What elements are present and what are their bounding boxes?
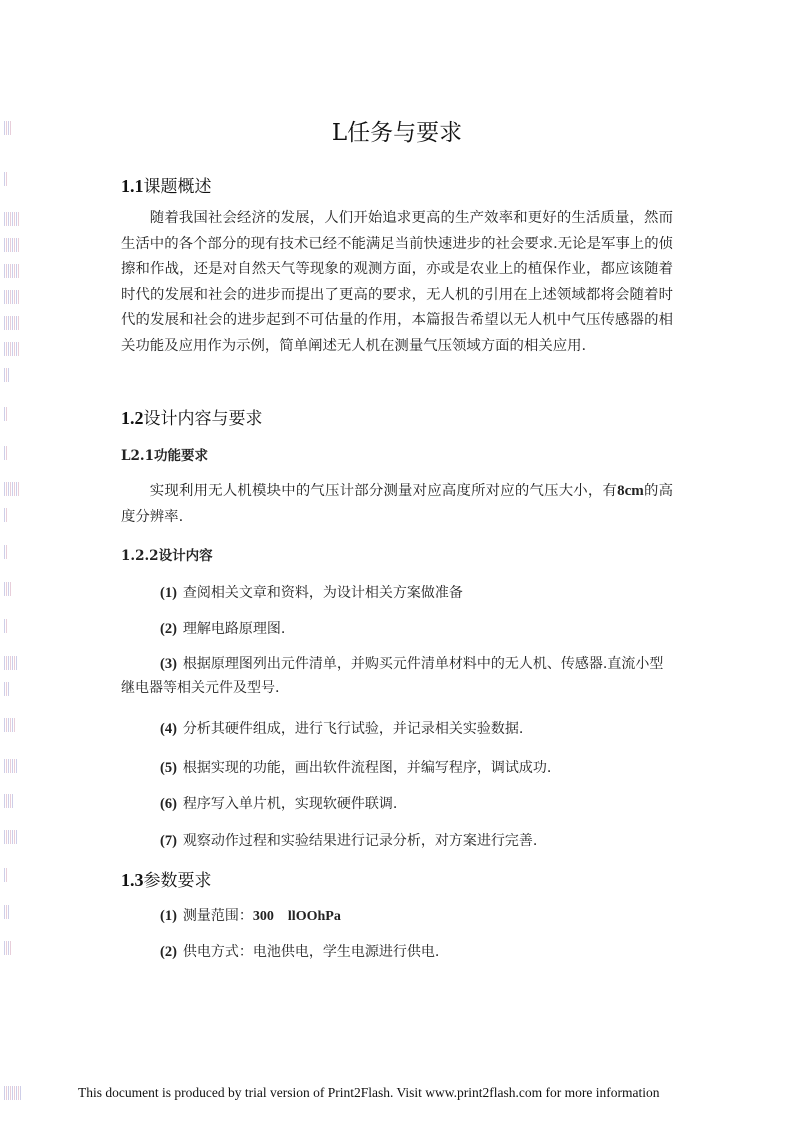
- section-heading-1-3: [121, 866, 212, 891]
- margin-mark: [4, 830, 18, 844]
- margin-mark: [4, 482, 20, 496]
- param-label: 供电方式：: [182, 944, 253, 960]
- item-number: (7): [160, 833, 177, 849]
- overview-paragraph: 随着我国社会经济的发展，人们开始追求更高的生产效率和更好的生活质量，然而生活中的各个部分的现有技术已经不能满足当前快速进步的社会要求.无论是军事上的侦擦和作战，还是对自然天气等现象的观测方面，亦或是农业上的植保作业，都应该随着时代的发展和社会的进步而提出了更高的要求，无人机的引用在上述领域都将会随着时代的发展和社会的进步起到不可估量的作用，本篇报告希望以无人机中气压传感器的相关功能及应用作为示例，简单阐述无人机在测量气压领域方面的相关应用.: [121, 210, 673, 354]
- item-number: (6): [160, 796, 177, 812]
- param-label: 测量范围：: [182, 908, 253, 924]
- margin-mark: [4, 212, 20, 226]
- margin-artifacts: [4, 0, 22, 1123]
- section-heading-1-2: [121, 404, 263, 429]
- section-number: 1.1: [121, 176, 144, 196]
- item-text: 根据原理图列出元件清单，并购买元件清单材料中的无人机、传感器.直流小型继电器等相关元件及型号.: [121, 656, 664, 696]
- item-text: 观察动作过程和实验结果进行记录分析，对方案进行完善.: [182, 833, 538, 849]
- margin-mark: [4, 868, 7, 882]
- item-text: 分析其硬件组成，进行飞行试验，并记录相关实验数据.: [182, 721, 524, 737]
- margin-mark: [4, 368, 10, 382]
- margin-mark: [4, 264, 20, 278]
- margin-mark: [4, 656, 18, 670]
- margin-mark: [4, 718, 16, 732]
- function-tail: 的高度分辨率.: [121, 483, 673, 525]
- param-value: 电池供电，学生电源进行供电.: [252, 944, 440, 960]
- item-number: (1): [160, 585, 177, 601]
- list-item: [160, 618, 285, 638]
- item-text: 根据实现的功能，画出软件流程图，并编写程序，调试成功.: [182, 760, 552, 776]
- list-item: [160, 830, 537, 850]
- subsection-heading-1-2-1: L2.1功能要求: [121, 448, 208, 464]
- margin-mark: [4, 682, 10, 696]
- item-number: (4): [160, 721, 177, 737]
- list-item: [121, 652, 673, 700]
- item-text: 理解电路原理图.: [182, 621, 286, 637]
- margin-mark: [4, 172, 7, 186]
- list-item: [160, 793, 397, 813]
- margin-mark: [4, 290, 20, 304]
- margin-mark: [4, 238, 20, 252]
- margin-mark: [4, 508, 8, 522]
- margin-mark: [4, 407, 8, 421]
- trial-watermark-footer: This document is produced by trial version of Print2Flash. Visit www.print2flash.com for more information: [78, 1085, 660, 1100]
- list-item: [160, 718, 523, 738]
- list-item: [160, 757, 551, 777]
- function-resolution: 8cm: [617, 483, 644, 499]
- param-item: [160, 941, 439, 961]
- item-number: (2): [160, 621, 177, 637]
- item-number: (2): [160, 944, 177, 960]
- section-heading-1-1: [121, 172, 212, 197]
- section-title: 参数要求: [143, 871, 212, 891]
- section-number: 1.2: [121, 408, 144, 428]
- param-item: [160, 905, 341, 925]
- function-paragraph: [121, 479, 673, 530]
- list-item: [160, 582, 463, 602]
- item-number: (5): [160, 760, 177, 776]
- section-number: 1.3: [121, 870, 144, 890]
- margin-mark: [4, 342, 20, 356]
- param-value: 300 llOOhPa: [252, 909, 341, 924]
- margin-mark: [4, 582, 12, 596]
- item-text: 程序写入单片机，实现软硬件联调.: [182, 796, 398, 812]
- item-text: 查阅相关文章和资料，为设计相关方案做准备: [182, 585, 463, 601]
- subsection-heading-1-2-2: 1.2.2设计内容: [121, 548, 213, 564]
- margin-mark: [4, 619, 8, 633]
- margin-mark: [4, 1086, 22, 1100]
- function-text: 实现利用无人机模块中的气压计部分测量对应高度所对应的气压大小，有: [149, 483, 618, 499]
- margin-mark: [4, 794, 13, 808]
- margin-mark: [4, 941, 12, 955]
- margin-mark: [4, 316, 20, 330]
- item-number: (3): [160, 656, 177, 672]
- margin-mark: [4, 545, 7, 559]
- section-title: 课题概述: [143, 177, 212, 197]
- item-number: (1): [160, 908, 177, 924]
- section-title: 设计内容与要求: [143, 409, 263, 429]
- margin-mark: [4, 905, 10, 919]
- margin-mark: [4, 759, 18, 773]
- page-title: L任务与要求: [331, 120, 463, 146]
- margin-mark: [4, 446, 7, 460]
